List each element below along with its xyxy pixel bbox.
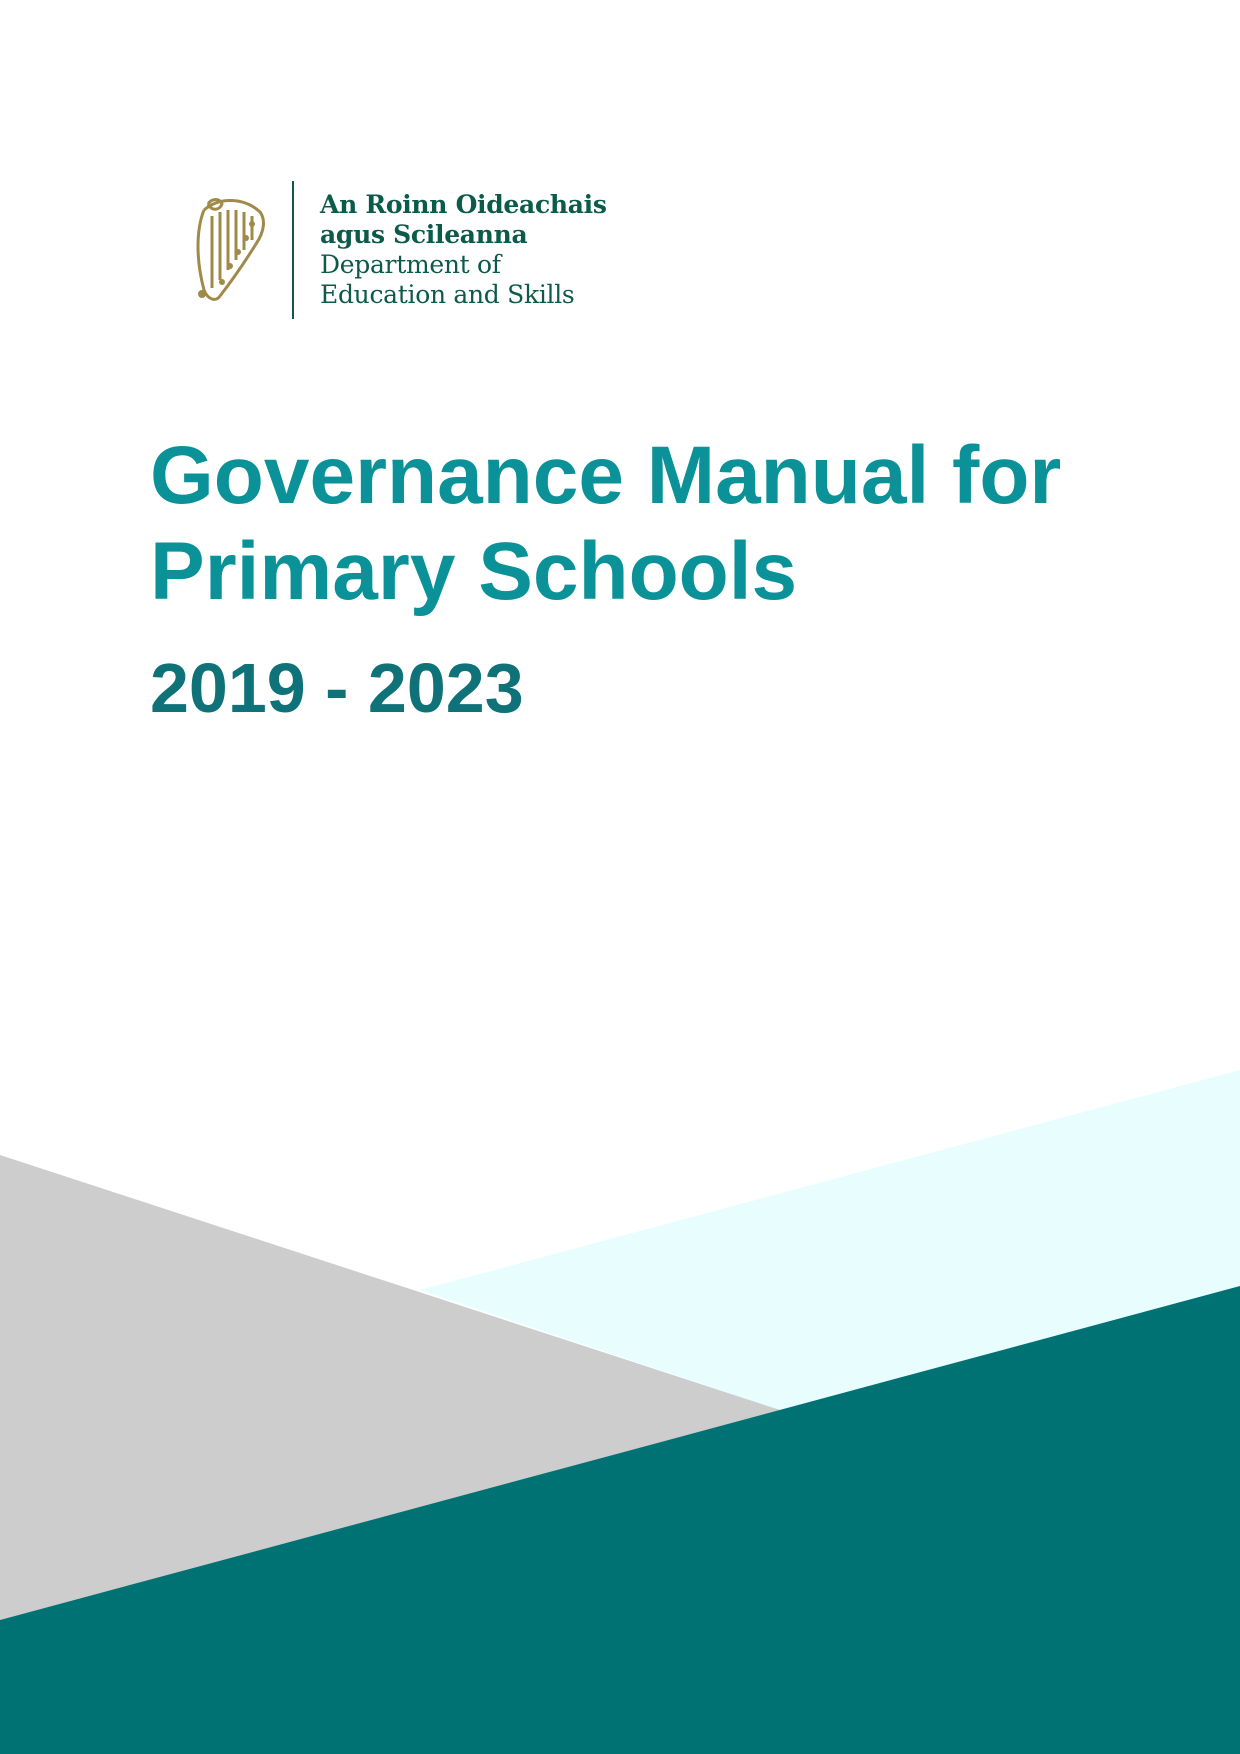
english-name-line-1: Department of <box>320 250 501 279</box>
harp-icon <box>190 190 270 310</box>
title-line-1: Governance Manual for <box>150 430 1062 521</box>
logo-divider <box>292 181 294 319</box>
irish-name-line-1: An Roinn Oideachais <box>320 190 607 219</box>
title-line-2: Primary Schools <box>150 526 798 617</box>
english-name-line-2: Education and Skills <box>320 280 575 309</box>
document-years: 2019 - 2023 <box>150 649 524 727</box>
department-logo <box>190 180 607 320</box>
document-title <box>150 428 1061 620</box>
department-name <box>320 190 607 310</box>
irish-name-line-2: agus Scileanna <box>320 220 528 249</box>
